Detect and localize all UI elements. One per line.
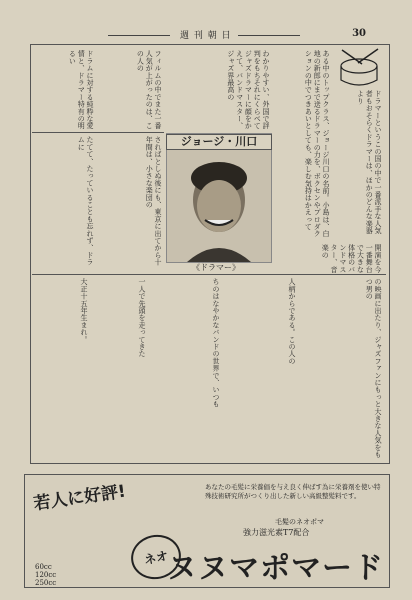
photo-caption: 《ドラマー》 [192, 263, 240, 272]
page-number: 30 [352, 28, 366, 39]
article-column: の映画に出たり、ジャズファンにもっと大きな人気をもつ男の [365, 278, 382, 458]
ad-sizes: 60cc 120cc 250cc [35, 563, 57, 587]
article-column: ドラマーというこの国の中で一番派手な人気者もおそらくドラマーは、ほかのどんな楽器より [356, 90, 382, 234]
column-rule [32, 132, 164, 133]
profile-name: ジョージ・川口 [166, 134, 272, 150]
column-rule [32, 274, 386, 275]
portrait-photo [166, 133, 272, 263]
article-column: たてて、たっていることも忘れず、ドラムに [77, 136, 94, 266]
article-column: 大正十五年生まれ。 [80, 278, 88, 343]
article-column: 開演を今一番舞台で大きな体格のバンドマスター、音楽の [321, 244, 382, 273]
running-header [0, 28, 412, 42]
ad-badge: ネオ [127, 530, 185, 583]
article-column: ある中のトップクラス、ジョージ川口の名前。小島は、白地の新郎にまで送るドラマーの力を、ボクセンやプロダクションの中でつきあいとしても、楽しむ気持はかえって [304, 50, 330, 238]
drum-illustration [334, 46, 384, 94]
portrait-image [167, 134, 271, 262]
article-column: ちのはなやかなバンドの世界で、いつも [212, 278, 220, 408]
magazine-title: 週 刊 朝 日 [180, 31, 232, 41]
article-column: わかりやすい、外国で評判をもちそれにくらべてジャズドラマーに顔をかえて、バンドマスター、ジャズ界最高の [226, 50, 270, 130]
ad-slogan: 若人に好評! [32, 481, 128, 515]
article-column: ドラムに対する純粋な愛情と、ドラマー特有の明るい [68, 50, 94, 130]
article-column: 人柄からである。この人の [288, 278, 296, 365]
ad-company: 毛髪のネオポマ [275, 518, 324, 526]
ad-product-name: ヌヌマポマード [167, 551, 384, 586]
ad-subtitle: 強力滋光素T7配合 [243, 528, 310, 537]
header-rule-left [108, 35, 170, 36]
ad-copy: あなたの毛髪に栄養価を与え良く伸ばす為に栄養剤を使い特殊技術研究所がつくり出した新しい高級整髪料です。 [205, 483, 381, 500]
article-column: さればとしぬ後にも、東京に出てから十年間は、小さな楽団の [145, 136, 162, 266]
header-rule-right [238, 35, 300, 36]
advertisement [24, 474, 390, 588]
article-column: フィルムの中でまた一番人気が上がったのは、この人の [136, 50, 162, 130]
article-column: 一人で先頭を走ってきた [138, 278, 146, 358]
